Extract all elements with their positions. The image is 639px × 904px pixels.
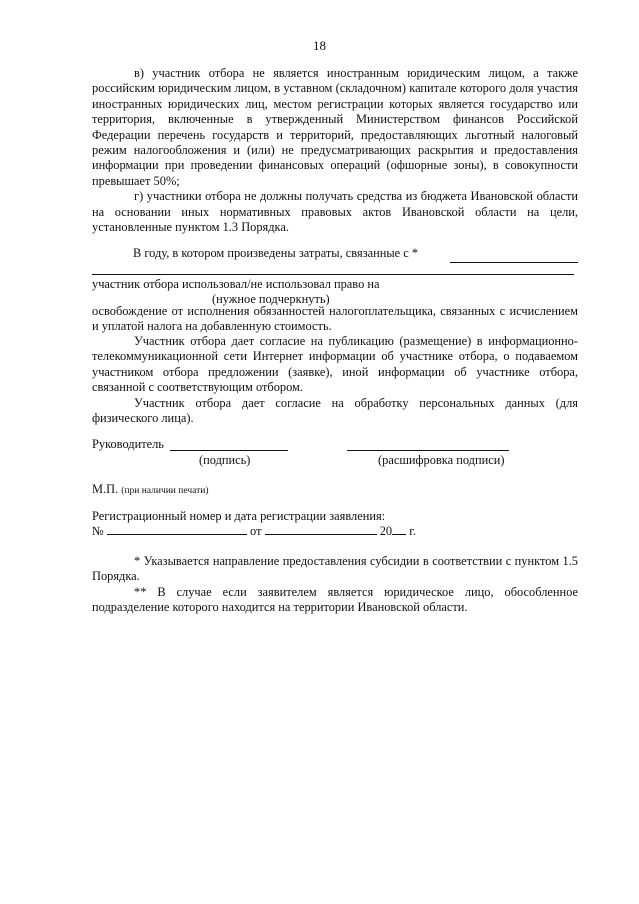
underline-hint: (нужное подчеркнуть) xyxy=(212,292,330,306)
footnote-one: * Указывается направление предоставления субсидии в соответствии с пунктом 1.5 Порядка. xyxy=(92,554,578,584)
seal-note: (при наличии печати) xyxy=(121,486,209,496)
signature-line[interactable] xyxy=(170,450,288,451)
footnotes-block xyxy=(92,554,578,616)
seal-label: М.П. xyxy=(92,482,119,496)
item-g: г) участники отбора не должны получать средства из бюджета Ивановской области на основании иных нормативных правовых актов Ивановской области на цели, установленные пунктом 1.3 Порядка. xyxy=(92,189,578,235)
registration-number-blank[interactable] xyxy=(107,524,247,535)
used-right-text: участник отбора использовал/не использовал право на xyxy=(92,277,380,291)
conditions-block xyxy=(92,66,578,235)
direction-blank-line-2[interactable] xyxy=(92,274,574,275)
exemption-text: освобождение от исполнения обязанностей налогоплательщика, связанных с исчислением и уплатой налога на добавленную стоимость. xyxy=(92,304,578,334)
decoding-caption: (расшифровка подписи) xyxy=(378,453,505,467)
direction-blank-line-1[interactable] xyxy=(450,262,578,263)
consents-block xyxy=(92,334,578,426)
page-number: 18 xyxy=(313,38,326,53)
footnote-two: ** В случае если заявителем является юридическое лицо, обособленное подразделение которого находится на территории Ивановской области. xyxy=(92,584,578,615)
signature-decoding-line[interactable] xyxy=(347,450,509,451)
number-sign: № xyxy=(92,524,104,538)
consent-personal-data: Участник отбора дает согласие на обработку персональных данных (для физического лица). xyxy=(92,395,578,426)
registration-year-blank[interactable] xyxy=(392,524,406,535)
head-label: Руководитель xyxy=(92,437,164,451)
item-v: в) участник отбора не является иностранным юридическим лицом, а также российским юридическим лицом, в уставном (складочном) капитале которого доля участия иностранных юридических лиц, местом регистрации которых является государство или территория, включенные в утвержденный Министерством финансов Российской Федерации перечень государств и территорий, предоставляющих льготный налоговый режим налогообложения и (или) не предусматривающих раскрытия и предоставления информации при проведении финансовых операций (офшорные зоны), в совокупности превышает 50%; xyxy=(92,66,578,188)
registration-title: Регистрационный номер и дата регистрации заявления: xyxy=(92,509,386,523)
year-clause-lead: В году, в котором произведены затраты, связанные с * xyxy=(133,246,419,260)
from-label: от xyxy=(250,524,262,538)
signature-caption: (подпись) xyxy=(199,453,251,467)
consent-publication: Участник отбора дает согласие на публикацию (размещение) в информационно-телекоммуникационной сети Интернет информации об участнике отбора, о подаваемом участником отбора предложении (заявке), иной информации об участнике отбора, связанной с соответствующим отбором. xyxy=(92,334,578,395)
registration-fields xyxy=(92,524,416,539)
seal-line xyxy=(92,482,208,497)
year-suffix: г. xyxy=(409,524,416,538)
registration-date-blank[interactable] xyxy=(265,524,377,535)
year-prefix: 20 xyxy=(379,524,393,538)
